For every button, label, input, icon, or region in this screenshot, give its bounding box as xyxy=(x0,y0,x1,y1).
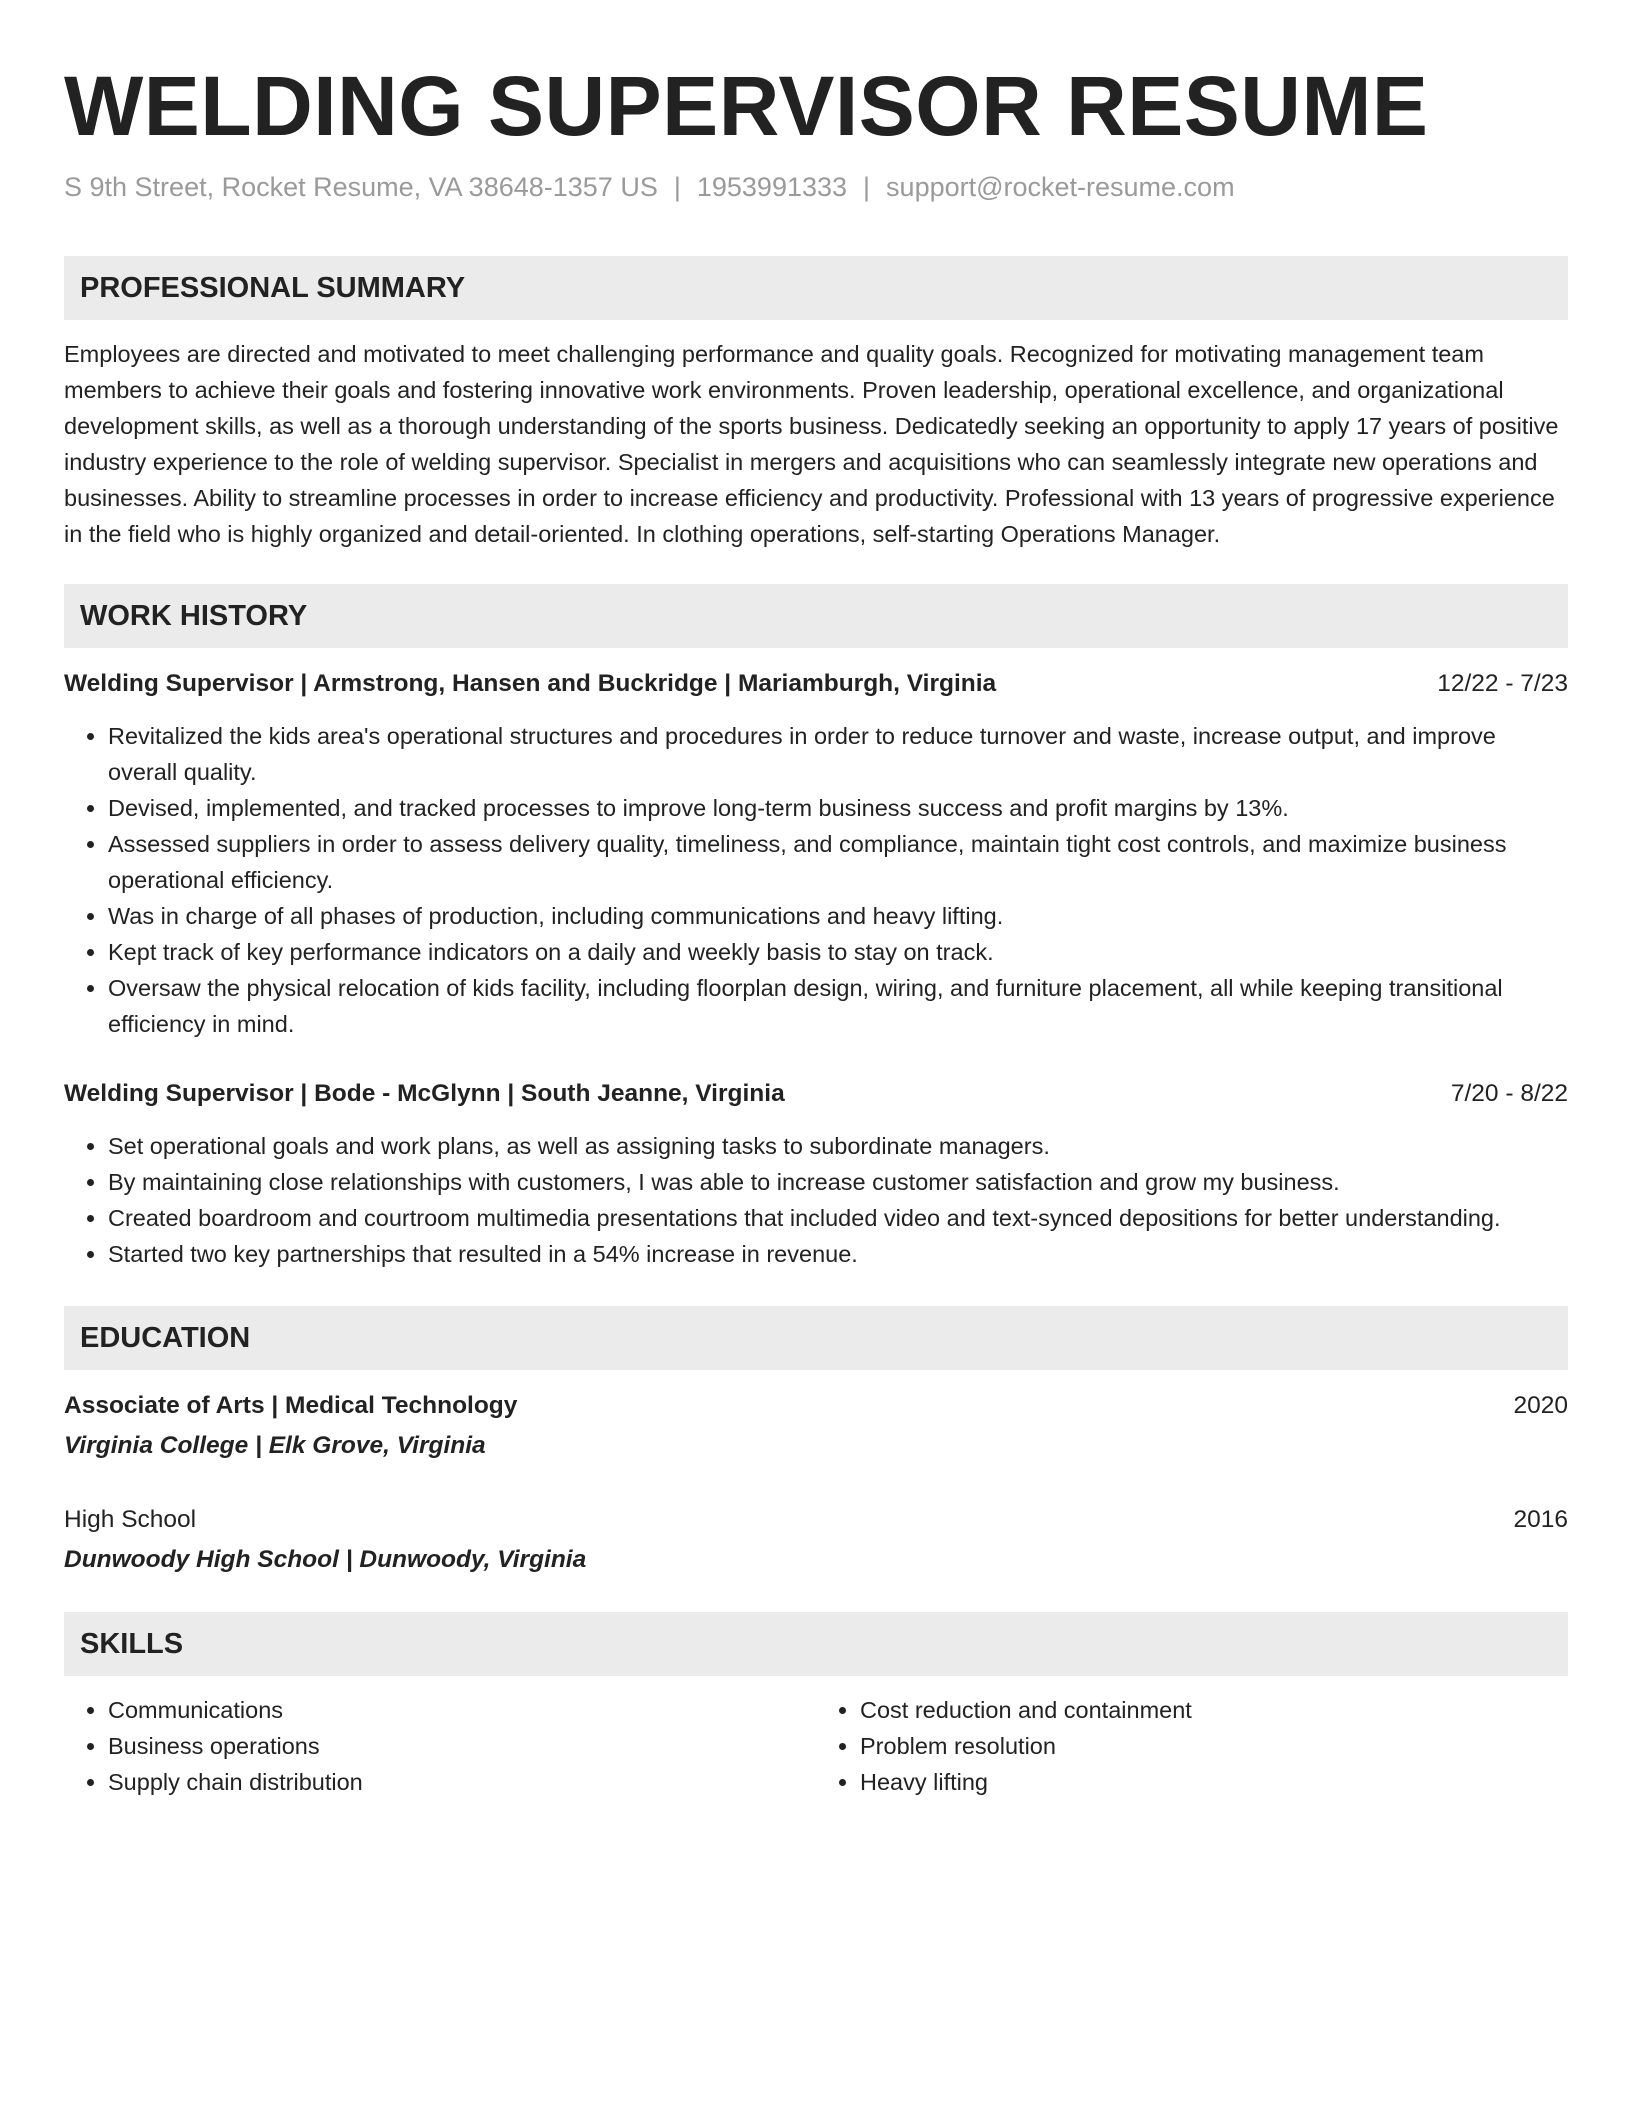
education-entry xyxy=(64,1502,1568,1578)
contact-phone: 1953991333 xyxy=(696,172,848,202)
skills-grid xyxy=(64,1692,1568,1800)
job-bullets xyxy=(64,1128,1568,1272)
job-entry xyxy=(64,666,1568,1042)
job-bullet: • Kept track of key performance indicators on a daily and weekly basis to stay on track. xyxy=(108,934,1568,970)
contact-address: S 9th Street, Rocket Resume, VA 38648-1357 US xyxy=(64,172,658,202)
education-entry xyxy=(64,1388,1568,1464)
education-header xyxy=(64,1502,1568,1538)
education-year: 2020 xyxy=(1513,1392,1568,1419)
education-header xyxy=(64,1388,1568,1424)
education-year: 2016 xyxy=(1513,1506,1568,1533)
summary-text: Employees are directed and motivated to meet challenging performance and quality goals. Recognized for motivating management team members to achieve their goals and fostering innovative work environments. Proven leadership, operational excellence, and organizational development skills, as well as a thorough understanding of the sports business. Dedicatedly seeking an opportunity to apply 17 years of positive industry experience to the role of welding supervisor. Specialist in mergers and acquisitions who can seamlessly integrate new operations and businesses. Ability to streamline processes in order to increase efficiency and productivity. Professional with 13 years of progressive experience in the field who is highly organized and detail-oriented. In clothing operations, self-starting Operations Manager. xyxy=(64,341,1559,547)
education-degree: High School xyxy=(64,1506,197,1533)
skills-column-left xyxy=(64,1692,816,1800)
skill-item: • Communications xyxy=(108,1692,816,1728)
skill-item: • Problem resolution xyxy=(860,1728,1568,1764)
education-heading: EDUCATION xyxy=(64,1306,1568,1370)
job-entry xyxy=(64,1076,1568,1272)
education-degree: Associate of Arts | Medical Technology xyxy=(64,1392,518,1419)
job-bullet: • Revitalized the kids area's operational structures and procedures in order to reduce turnover and waste, increase output, and improve overall quality. xyxy=(108,718,1568,790)
job-bullet: • Oversaw the physical relocation of kids facility, including floorplan design, wiring, and furniture placement, all while keeping transitional efficiency in mind. xyxy=(108,970,1568,1042)
job-bullet: • By maintaining close relationships with customers, I was able to increase customer satisfaction and grow my business. xyxy=(108,1164,1568,1200)
skills-section xyxy=(64,1612,1568,1800)
job-bullet: • Created boardroom and courtroom multimedia presentations that included video and text-synced depositions for better understanding. xyxy=(108,1200,1568,1236)
job-bullet: • Set operational goals and work plans, as well as assigning tasks to subordinate managers. xyxy=(108,1128,1568,1164)
education-school: Virginia College | Elk Grove, Virginia xyxy=(64,1432,486,1459)
skills-heading: SKILLS xyxy=(64,1612,1568,1676)
job-bullet: • Was in charge of all phases of production, including communications and heavy lifting. xyxy=(108,898,1568,934)
job-dates: 12/22 - 7/23 xyxy=(1437,670,1568,697)
contact-line xyxy=(64,170,1568,204)
job-dates: 7/20 - 8/22 xyxy=(1450,1080,1568,1107)
education-section xyxy=(64,1306,1568,1578)
job-header xyxy=(64,666,1568,702)
skills-column-right xyxy=(816,1692,1568,1800)
work-history-section xyxy=(64,584,1568,1272)
job-bullet: • Assessed suppliers in order to assess delivery quality, timeliness, and compliance, maintain tight cost controls, and maximize business operational efficiency. xyxy=(108,826,1568,898)
resume-title: WELDING SUPERVISOR RESUME xyxy=(64,59,1429,153)
education-school: Dunwoody High School | Dunwoody, Virginia xyxy=(64,1546,587,1573)
work-history-heading: WORK HISTORY xyxy=(64,584,1568,648)
job-title: Welding Supervisor | Armstrong, Hansen and Buckridge | Mariamburgh, Virginia xyxy=(64,670,997,697)
job-bullet: • Devised, implemented, and tracked processes to improve long-term business success and profit margins by 13%. xyxy=(108,790,1568,826)
summary-heading: PROFESSIONAL SUMMARY xyxy=(64,256,1568,320)
job-header xyxy=(64,1076,1568,1112)
contact-separator: | xyxy=(673,172,681,202)
job-bullets xyxy=(64,718,1568,1042)
skill-item: • Supply chain distribution xyxy=(108,1764,816,1800)
job-bullet: • Started two key partnerships that resulted in a 54% increase in revenue. xyxy=(108,1236,1568,1272)
contact-email: support@rocket-resume.com xyxy=(886,172,1235,202)
job-title: Welding Supervisor | Bode - McGlynn | South Jeanne, Virginia xyxy=(64,1080,785,1107)
summary-section xyxy=(64,256,1568,552)
skill-item: • Business operations xyxy=(108,1728,816,1764)
skill-item: • Cost reduction and containment xyxy=(860,1692,1568,1728)
contact-separator: | xyxy=(863,172,871,202)
skill-item: • Heavy lifting xyxy=(860,1764,1568,1800)
